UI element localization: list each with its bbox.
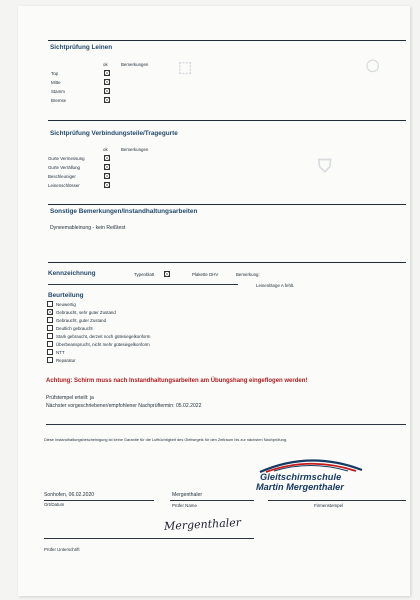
option-label-deutlich-gebraucht: Deutlich gebraucht — [56, 326, 93, 331]
next-inspection-text: Nächster vorgeschriebener/empfohlener Nachprüftermin: 05.02.2022 — [46, 403, 202, 409]
place-date-value: Sonhofen, 06.02.2020 — [44, 492, 95, 498]
warning-text: Achtung: Schirm muss nach Instandhaltungsarbeiten am Übungshang eingeflogen werden! — [46, 378, 308, 384]
signature-line — [44, 538, 254, 539]
place-date-label: Ort/Datum — [44, 502, 65, 507]
section-title-verbindungsteile: Sichtprüfung Verbindungsteile/Tragegurte — [50, 130, 178, 137]
radio-sehr-guter-zustand[interactable] — [47, 309, 53, 315]
firmenstempel-line — [268, 500, 406, 501]
radio-stark-gebraucht[interactable] — [47, 333, 53, 339]
option-label-guter-zustand: Gebraucht, guter Zustand — [56, 318, 107, 323]
check-label-gurte-vermessung: Gurte Vermessung — [48, 156, 85, 161]
option-label-stark-gebraucht: Stark gebraucht, derzeit noch gütesiegelkonform — [56, 334, 151, 339]
option-label-ueberbeansprucht: Überbeansprucht, nicht mehr gütesiegelkonform — [56, 342, 150, 347]
handwritten-signature: Mergenthaler — [163, 515, 242, 534]
section-rule — [48, 120, 406, 121]
radio-neuwertig[interactable] — [47, 301, 53, 307]
typenblatt-label: Typenblatt — [134, 272, 155, 277]
radio-ueberbeansprucht[interactable] — [47, 341, 53, 347]
checkbox-mitte[interactable] — [104, 79, 110, 85]
pruefstempel-text: Prüfstempel erteilt: ja — [46, 395, 94, 401]
bleed-through-mark: ◯ — [366, 58, 380, 72]
option-label-ntt: NTT — [56, 350, 65, 355]
section-title-beurteilung: Beurteilung — [48, 292, 84, 299]
checkbox-bremse[interactable] — [104, 97, 110, 103]
checkbox-leinenschloesser[interactable] — [104, 182, 110, 188]
radio-ntt[interactable] — [47, 349, 53, 355]
check-label-beschleuniger: Beschleuniger — [48, 174, 76, 179]
top-rule — [48, 40, 406, 41]
section-rule — [48, 262, 406, 263]
option-label-reparatur: Reparatur — [56, 358, 76, 363]
section-rule — [48, 284, 238, 285]
check-label-top: Top — [51, 71, 59, 76]
check-label-gurte-verraellung: Gurte Verrällung — [48, 165, 80, 170]
bleed-through-mark: ⬚ — [178, 59, 193, 76]
logo-line-2: Martin Mergenthaler — [256, 482, 344, 492]
plakette-dhv-label: Plakette DHV — [192, 272, 219, 277]
kennzeichnung-remark-text: Leinenlänge A fehlt. — [256, 283, 295, 288]
bleed-through-mark: ⛉ — [318, 156, 332, 176]
firmenstempel-label: Firmenstempel — [314, 503, 344, 508]
kennzeichnung-remark-label: Bemerkung: — [236, 272, 260, 277]
inspection-form-page — [18, 6, 410, 596]
checkbox-beschleuniger[interactable] — [104, 173, 110, 179]
place-date-line — [44, 500, 154, 501]
check-label-stamm: Stamm — [51, 89, 65, 94]
disclaimer-text: Diese Instandhaltungsbescheinigung ist keine Garantie für die Lufttüchtigkeit des Gleitsegels für den Zeitraum bis zur nächsten Nachprüfung. — [44, 437, 288, 442]
pruefer-name-line — [170, 500, 254, 501]
option-label-neuwertig: Neuwertig — [56, 302, 76, 307]
checkbox-typenblatt[interactable] — [164, 271, 170, 277]
section-title-sonstige: Sonstige Bemerkungen/Instandhaltungsarbeiten — [50, 208, 198, 215]
checkbox-top[interactable] — [104, 70, 110, 76]
checkbox-stamm[interactable] — [104, 88, 110, 94]
section-rule — [48, 204, 406, 205]
school-logo — [254, 456, 366, 500]
option-label-sehr-guter-zustand: Gebraucht, sehr guter Zustand — [56, 310, 116, 315]
radio-reparatur[interactable] — [47, 357, 53, 363]
radio-deutlich-gebraucht[interactable] — [47, 325, 53, 331]
sonstige-remarks-text: Dyneemableinung - kein Reißtest — [50, 225, 126, 231]
ok-column-header: ok — [103, 62, 108, 67]
ok-column-header: ok — [103, 147, 108, 152]
check-label-mitte: Mitte — [51, 80, 61, 85]
section-title-kennzeichnung: Kennzeichnung — [48, 270, 96, 277]
pruefer-name-value: Mergenthaler — [172, 492, 203, 498]
section-title-leinen: Sichtprüfung Leinen — [50, 44, 113, 51]
checkbox-gurte-verraellung[interactable] — [104, 164, 110, 170]
logo-line-1: Gleitschirmschule — [260, 472, 342, 482]
checkbox-gurte-vermessung[interactable] — [104, 155, 110, 161]
remarks-column-header: Bemerkungen — [121, 147, 149, 152]
pruefer-name-label: Prüfer Name — [172, 503, 197, 508]
remarks-column-header: Bemerkungen — [121, 62, 149, 67]
check-label-bremse: Bremse — [51, 98, 67, 103]
section-rule — [46, 424, 406, 425]
pruefer-unterschrift-label: Prüfer Unterschrift — [44, 547, 80, 552]
check-label-leinenschloesser: Leinenschlösser — [48, 183, 80, 188]
radio-guter-zustand[interactable] — [47, 317, 53, 323]
